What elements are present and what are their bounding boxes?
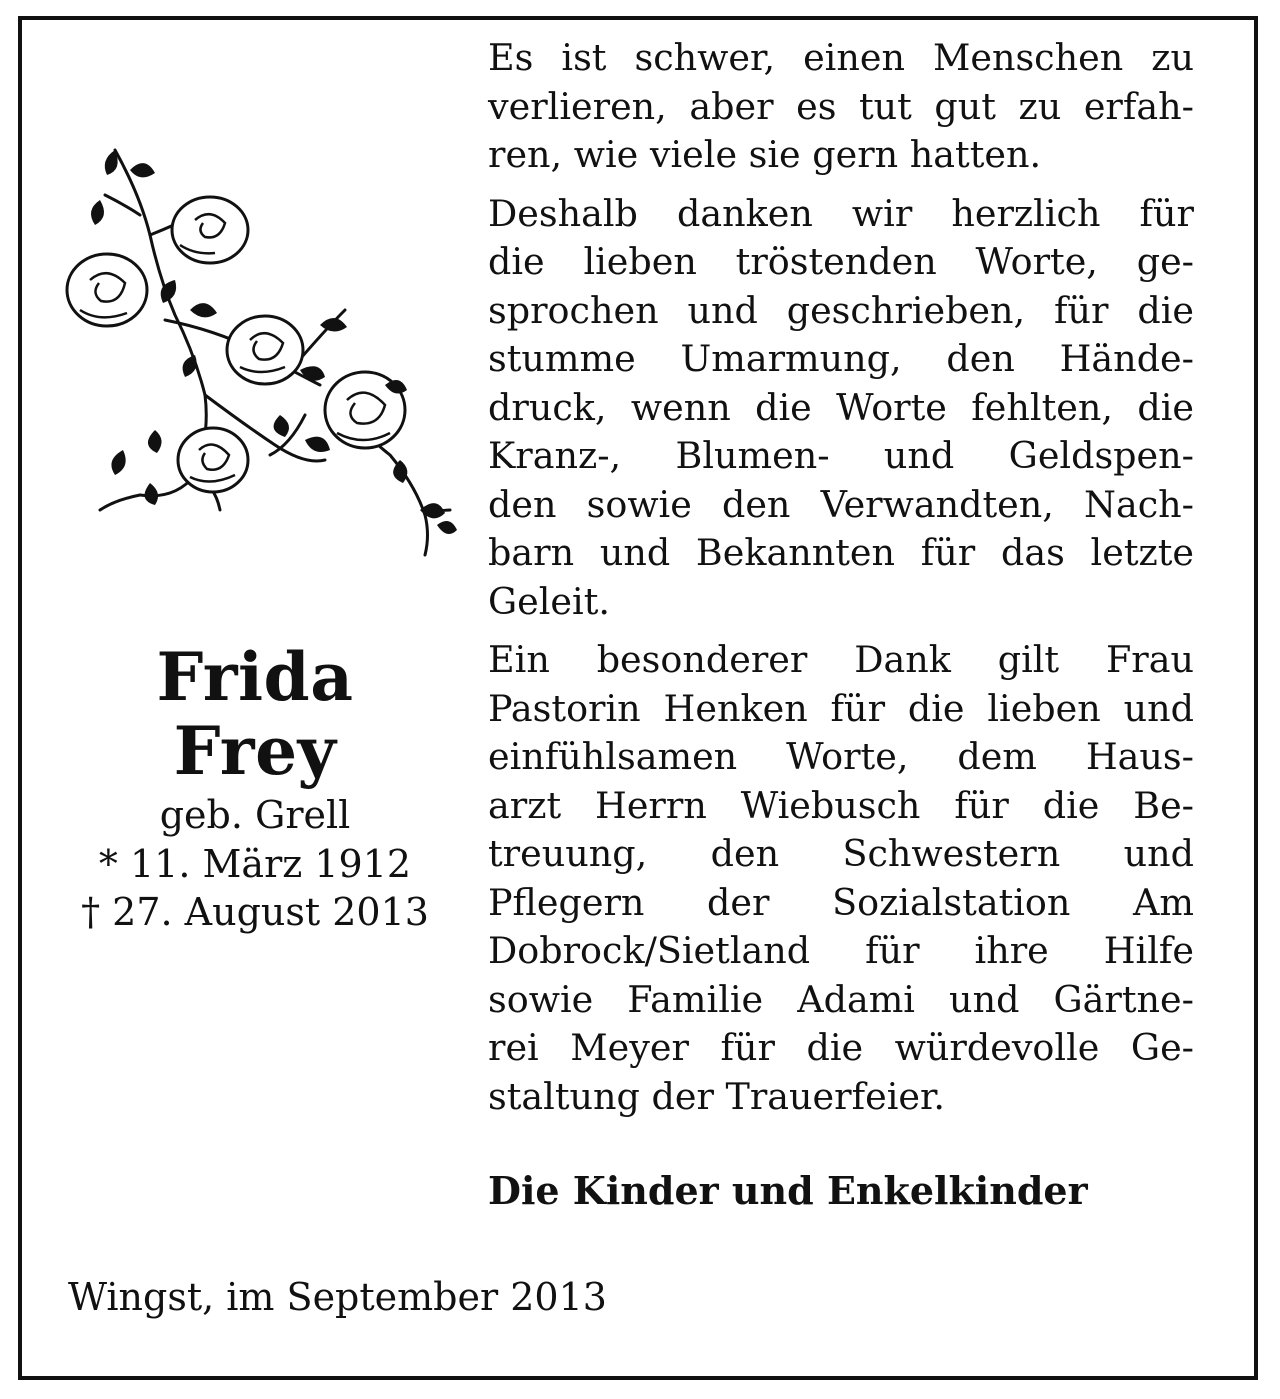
- roses-illustration-icon: [45, 115, 490, 590]
- birth-date: * 11. März 1912: [98, 842, 412, 886]
- text-line: arzt Herrn Wiebusch für die Be-: [488, 783, 1194, 827]
- text-line: Ein besonderer Dank gilt Frau: [488, 638, 1194, 681]
- text-line: einfühlsamen Worte, dem Haus-: [488, 735, 1194, 778]
- text-line: Geleit.: [488, 579, 610, 623]
- text-line: stumme Umarmung, den Hände-: [488, 337, 1194, 380]
- text-line: Pastorin Henken für die lieben und: [488, 686, 1194, 730]
- text-line: Dobrock/Sietland für ihre Hilfe: [488, 929, 1194, 972]
- text-line: staltung der Trauerfeier.: [488, 1074, 946, 1118]
- text-line: sowie Familie Adami und Gärtne-: [488, 977, 1194, 1021]
- deceased-info: [40, 640, 470, 936]
- text-line: die lieben tröstenden Worte, ge-: [488, 240, 1194, 283]
- first-name: Frida: [156, 638, 354, 716]
- text-line: Pflegern der Sozialstation Am: [488, 880, 1194, 924]
- text-line: treuung, den Schwestern und: [488, 832, 1194, 875]
- text-line: Es ist schwer, einen Menschen zu: [488, 36, 1194, 79]
- text-line: ren, wie viele sie gern hatten.: [488, 133, 1042, 176]
- signature: Die Kinder und Enkelkinder: [488, 1168, 1088, 1213]
- text-line: den sowie den Verwandten, Nach-: [488, 482, 1194, 526]
- paragraph-3: [488, 636, 1194, 1121]
- place-date: Wingst, im September 2013: [68, 1275, 607, 1319]
- text-line: sprochen und geschrieben, für die: [488, 288, 1194, 332]
- text-line: rei Meyer für die würdevolle Ge-: [488, 1026, 1194, 1069]
- last-name: Frey: [173, 712, 337, 790]
- paragraph-2: [488, 190, 1194, 627]
- text-line: Kranz-, Blumen- und Geldspen-: [488, 434, 1194, 477]
- text-line: Deshalb danken wir herzlich für: [488, 191, 1194, 235]
- paragraph-1: [488, 34, 1194, 180]
- thank-you-text: [488, 34, 1194, 1131]
- text-line: druck, wenn die Worte fehlten, die: [488, 385, 1194, 429]
- text-line: barn und Bekannten für das letzte: [488, 531, 1194, 574]
- text-line: verlieren, aber es tut gut zu erfah-: [488, 84, 1194, 128]
- death-date: † 27. August 2013: [81, 890, 429, 934]
- birth-name: geb. Grell: [159, 793, 351, 837]
